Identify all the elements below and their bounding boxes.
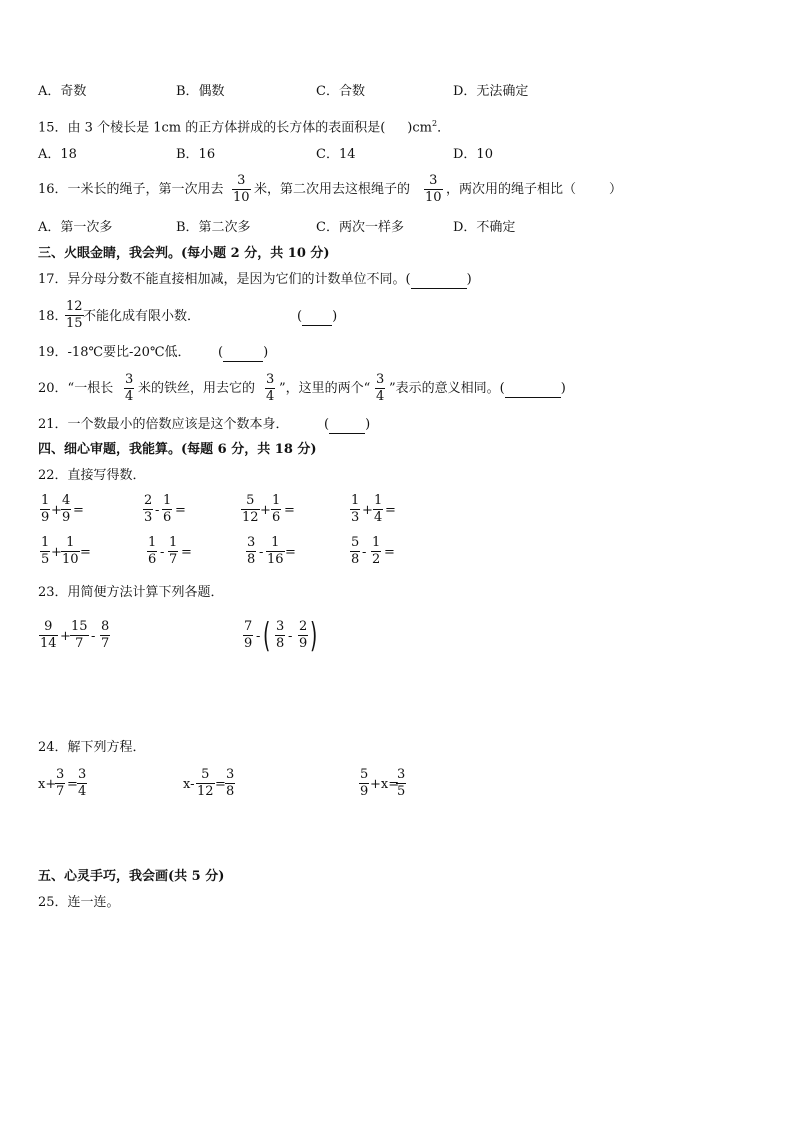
q21-text: 21．一个数最小的倍数应该是这个数本身． [38,417,289,432]
q22-r2-e3-b: $\frac{1}{16}$ [267,535,284,567]
q22-r2-e2-op: - [160,545,165,560]
q24-e1-eq: = [67,777,78,792]
q15-question [38,116,450,136]
q22-r2-e1-b: $\frac{1}{10}$ [62,535,79,567]
q22-r1-e1-op: + [51,503,62,518]
section-3-heading: 三、火眼金睛，我会判。(每小题 2 分，共 10 分) [38,246,330,261]
q22-r1-e1-a: $\frac{1}{9}$ [41,493,50,525]
q20-fraction-3: $\frac{3}{4}$ [376,372,385,404]
q23-e1-b: $\frac{15}{7}$ [71,619,88,651]
q23-e2-b: $\frac{3}{8}$ [276,619,285,651]
q22-r1-e2-b: $\frac{1}{6}$ [163,493,172,525]
q24-e3-mid: +x= [370,777,400,792]
q23-e2-left-paren: ( [262,616,271,656]
q22-r2-e1-op: + [51,545,62,560]
q18-text: 不能化成有限小数． [83,309,201,324]
q20-answer-blank[interactable] [505,381,561,398]
q16-option-d: D．不确定 [453,220,516,235]
q18-answer-blank[interactable] [302,309,332,326]
q20-text-a: 20．“一根长 [38,381,114,396]
q22-r1-e4-b: $\frac{1}{4}$ [374,493,383,525]
section-4-heading: 四、细心审题，我能算。(每题 6 分，共 18 分) [38,442,317,457]
q22-r1-e4-eq: = [385,503,396,518]
q15-unit: )cm [407,120,432,136]
q20-text-d: ”表示的意义相同。( [389,381,505,396]
q16-fraction-2: $\frac{3}{10}$ [425,173,442,205]
q16-option-a: A．第一次多 [38,220,113,235]
q22-r1-e1-b: $\frac{4}{9}$ [62,493,71,525]
q24-e3-a: $\frac{5}{9}$ [360,767,369,799]
q25-title: 25．连一连。 [38,895,120,910]
q17-close-paren: ) [466,272,472,287]
q22-r2-e3-eq: = [285,545,296,560]
q22-r2-e4-a: $\frac{5}{8}$ [351,535,360,567]
q20-text-b: 米的铁丝，用去它的 [138,381,256,396]
q15-option-d: D．10 [453,147,493,162]
q22-r2-e2-b: $\frac{1}{7}$ [169,535,178,567]
q24-e2-eq: = [215,777,226,792]
q17-answer-blank[interactable] [411,272,467,289]
q22-r2-e1-eq: = [80,545,91,560]
q16-option-c: C．两次一样多 [316,220,404,235]
q21-answer-blank[interactable] [329,417,365,434]
q24-e1-a: $\frac{3}{7}$ [56,767,65,799]
q19-text: 19．-18℃要比-20℃低． [38,345,191,360]
q16-text-b: 米，第二次用去这根绳子的 [254,182,411,197]
q20-answer: ”表示的意义相同。( ) [389,381,566,396]
q16-text-d: ） [609,182,623,197]
q15-text: 15．由 3 个棱长是 1cm 的正方体拼成的长方体的表面积是( [38,120,386,136]
q23-e1-op2: - [91,629,96,644]
q22-r2-e2-eq: = [181,545,192,560]
q18-answer: ( ) [297,309,338,324]
q23-e2-a: $\frac{7}{9}$ [244,619,253,651]
q23-e2-op2: - [288,629,293,644]
q23-e2-right-paren: ) [309,616,318,656]
q14-option-c: C．合数 [316,84,365,99]
q22-r1-e3-a: $\frac{5}{12}$ [242,493,259,525]
q22-r2-e2-a: $\frac{1}{6}$ [148,535,157,567]
q22-r2-e4-eq: = [384,545,395,560]
q18-number: 18． [38,309,68,324]
q22-r1-e2-op: - [155,503,160,518]
q23-title: 23．用简便方法计算下列各题． [38,585,224,600]
q23-e1-a: $\frac{9}{14}$ [40,619,57,651]
q22-r1-e3-b: $\frac{1}{6}$ [272,493,281,525]
q17-text: 17．异分母分数不能直接相加减，是因为它们的计数单位不同。( [38,272,411,287]
q20-text-c: ”，这里的两个“ [279,381,371,396]
q19-answer: ( ) [218,345,269,360]
q22-r2-e1-a: $\frac{1}{5}$ [41,535,50,567]
q24-e2-b: $\frac{3}{8}$ [226,767,235,799]
q15-period: ． [437,120,451,136]
q14-option-d: D．无法确定 [453,84,529,99]
q15-option-c: C．14 [316,147,356,162]
q22-r1-e4-op: + [362,503,373,518]
q23-e1-op1: + [60,629,71,644]
q24-e2-a: $\frac{5}{12}$ [197,767,214,799]
q22-r2-e3-op: - [259,545,264,560]
q23-e1-c: $\frac{8}{7}$ [101,619,110,651]
q22-r1-e2-a: $\frac{2}{3}$ [144,493,153,525]
q16-fraction-1: $\frac{3}{10}$ [233,173,250,205]
q14-option-a: A．奇数 [38,84,87,99]
q22-r1-e4-a: $\frac{1}{3}$ [351,493,360,525]
q22-r1-e2-eq: = [175,503,186,518]
q23-e2-op1: - [256,629,261,644]
q16-text-c: ，两次用的绳子相比（ [446,182,577,197]
q15-unit-exponent: 2 [431,119,438,128]
q20-fraction-1: $\frac{3}{4}$ [125,372,134,404]
q24-e2-prefix: x- [183,777,195,792]
q24-title: 24．解下列方程． [38,740,146,755]
q22-r2-e3-a: $\frac{3}{8}$ [247,535,256,567]
q14-option-b: B．偶数 [176,84,225,99]
q19-answer-blank[interactable] [223,345,263,362]
section-5-heading: 五、心灵手巧，我会画(共 5 分) [38,869,225,884]
q24-e1-b: $\frac{3}{4}$ [78,767,87,799]
q21-answer: ( ) [324,417,371,432]
q15-option-b: B．16 [176,147,216,162]
q15-option-a: A．18 [38,147,77,162]
q22-r2-e4-b: $\frac{1}{2}$ [372,535,381,567]
q22-title: 22．直接写得数． [38,468,146,483]
q22-r2-e4-op: - [362,545,367,560]
q24-e3-b: $\frac{3}{5}$ [397,767,406,799]
q22-r1-e1-eq: = [73,503,84,518]
q22-r1-e3-op: + [260,503,271,518]
q24-e1-prefix: x+ [38,777,57,792]
q22-r1-e3-eq: = [284,503,295,518]
q17-question [38,272,472,289]
q23-e2-c: $\frac{2}{9}$ [299,619,308,651]
q16-text-a: 16．一米长的绳子，第一次用去 [38,182,224,197]
q18-fraction: $\frac{12}{15}$ [66,299,83,331]
q16-option-b: B．第二次多 [176,220,251,235]
q20-fraction-2: $\frac{3}{4}$ [266,372,275,404]
